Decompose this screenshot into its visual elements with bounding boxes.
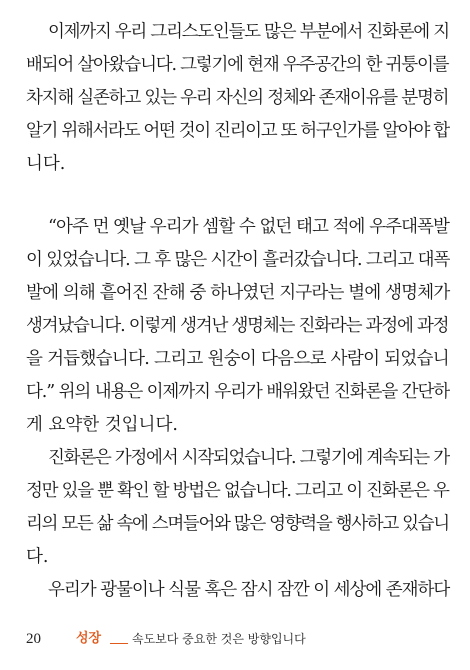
text-line: 알기 위해서라도 어떤 것이 진리이고 또 허구인가를 알아야 합: [26, 121, 449, 141]
text-line: 발에 의해 흩어진 잔해 중 하나였던 지구라는 별에 생명체가: [26, 283, 450, 303]
text-line: 다.: [26, 547, 49, 567]
running-title: 속도보다 중요한 것은 방향입니다: [132, 632, 306, 646]
text-line: 우리가 광물이나 식물 혹은 잠시 잠깐 이 세상에 존재하다: [48, 580, 450, 600]
page-number: 20: [26, 631, 41, 647]
text-line: 게 요약한 것입니다.: [26, 415, 178, 435]
text-line: 차지해 실존하고 있는 우리 자신의 정체와 존재이유를 분명히: [26, 88, 449, 108]
text-line: 이 있었습니다. 그 후 많은 시간이 흘러갔습니다. 그리고 대폭: [26, 250, 450, 270]
text-line: “아주 먼 옛날 우리가 셈할 수 없던 태고 적에 우주대폭발: [48, 217, 449, 237]
text-line: 진화론은 가정에서 시작되었습니다. 그렇기에 계속되는 가: [48, 448, 449, 468]
text-line: 을 거듭했습니다. 그리고 원숭이 다음으로 사람이 되었습니: [26, 349, 449, 369]
chapter-name: 성장: [76, 631, 102, 646]
text-line: 배되어 살아왔습니다. 그렇기에 현재 우주공간의 한 귀퉁이를: [26, 55, 449, 75]
footer-divider: [110, 643, 128, 644]
text-line: 생겨났습니다. 이렇게 생겨난 생명체는 진화라는 과정에 과정: [26, 316, 449, 336]
text-line: 리의 모든 삶 속에 스며들어와 많은 영향력을 행사하고 있습니: [26, 514, 449, 534]
text-line: 다.” 위의 내용은 이제까지 우리가 배워왔던 진화론을 간단하: [26, 382, 450, 402]
text-line: 니다.: [26, 154, 66, 174]
text-line: 정만 있을 뿐 확인 할 방법은 없습니다. 그리고 이 진화론은 우: [26, 481, 449, 501]
page-footer: [26, 628, 450, 650]
text-line: 이제까지 우리 그리스도인들도 많은 부분에서 진화론에 지: [48, 22, 449, 42]
